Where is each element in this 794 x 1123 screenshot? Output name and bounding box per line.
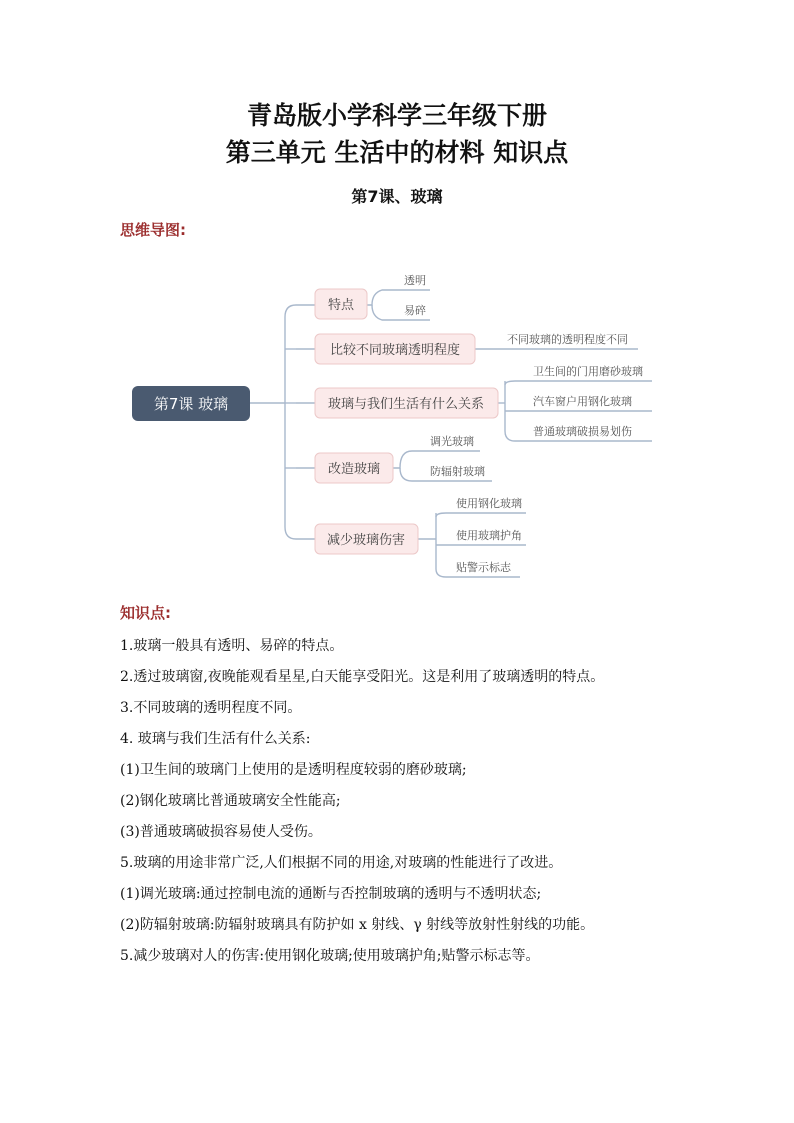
knowledge-point: (1)卫生间的玻璃门上使用的是透明程度较弱的磨砂玻璃;	[120, 762, 467, 778]
knowledge-point: 3.不同玻璃的透明程度不同。	[120, 700, 302, 716]
knowledge-point: (2)钢化玻璃比普通玻璃安全性能高;	[120, 793, 341, 809]
mindmap-leaf: 汽车窗户用钢化玻璃	[533, 395, 632, 408]
mindmap-leaf: 透明	[404, 274, 426, 287]
mindmap-leaf: 防辐射玻璃	[430, 465, 485, 478]
knowledge-point: 5.玻璃的用途非常广泛,人们根据不同的用途,对玻璃的性能进行了改进。	[120, 855, 563, 871]
mindmap-branch-label: 比较不同玻璃透明程度	[329, 343, 461, 358]
knowledge-heading: 知识点:	[120, 604, 171, 622]
mindmap	[120, 255, 680, 590]
knowledge-point: 5.减少玻璃对人的伤害:使用钢化玻璃;使用玻璃护角;贴警示标志等。	[120, 948, 540, 964]
mindmap-leaf: 普通玻璃破损易划伤	[533, 425, 632, 438]
knowledge-point: 2.透过玻璃窗,夜晚能观看星星,白天能享受阳光。这是利用了玻璃透明的特点。	[120, 669, 605, 685]
knowledge-point: 1.玻璃一般具有透明、易碎的特点。	[120, 638, 344, 654]
page-subtitle: 第三单元 生活中的材料 知识点	[225, 138, 569, 167]
knowledge-point: (1)调光玻璃:通过控制电流的通断与否控制玻璃的透明与不透明状态;	[120, 886, 542, 902]
page-title: 青岛版小学科学三年级下册	[246, 101, 547, 130]
knowledge-point: (3)普通玻璃破损容易使人受伤。	[120, 824, 322, 840]
mindmap-leaf: 使用钢化玻璃	[456, 497, 522, 510]
mindmap-leaf: 易碎	[404, 304, 426, 317]
mindmap-branch-label: 特点	[327, 298, 355, 313]
mindmap-leaf: 使用玻璃护角	[456, 529, 522, 542]
mindmap-branch-label: 改造玻璃	[327, 462, 381, 477]
lesson-title: 第7课、玻璃	[351, 187, 443, 206]
mindmap-root-label: 第7课 玻璃	[153, 395, 229, 413]
mindmap-connector	[505, 381, 652, 385]
mindmap-branch-label: 减少玻璃伤害	[326, 533, 406, 548]
mindmap-leaf: 调光玻璃	[430, 435, 474, 448]
mindmap-leaf: 不同玻璃的透明程度不同	[507, 333, 628, 346]
mindmap-leaf: 贴警示标志	[456, 561, 511, 574]
knowledge-point: 4. 玻璃与我们生活有什么关系:	[120, 731, 311, 747]
mindmap-connector	[285, 305, 296, 539]
mindmap-leaf: 卫生间的门用磨砂玻璃	[533, 365, 643, 378]
mindmap-connector	[367, 290, 430, 305]
mindmap-connector	[436, 513, 526, 517]
mindmap-heading: 思维导图:	[120, 221, 186, 239]
mindmap-branch-label: 玻璃与我们生活有什么关系	[327, 397, 485, 412]
knowledge-point: (2)防辐射玻璃:防辐射玻璃具有防护如 x 射线、γ 射线等放射性射线的功能。	[120, 917, 595, 933]
